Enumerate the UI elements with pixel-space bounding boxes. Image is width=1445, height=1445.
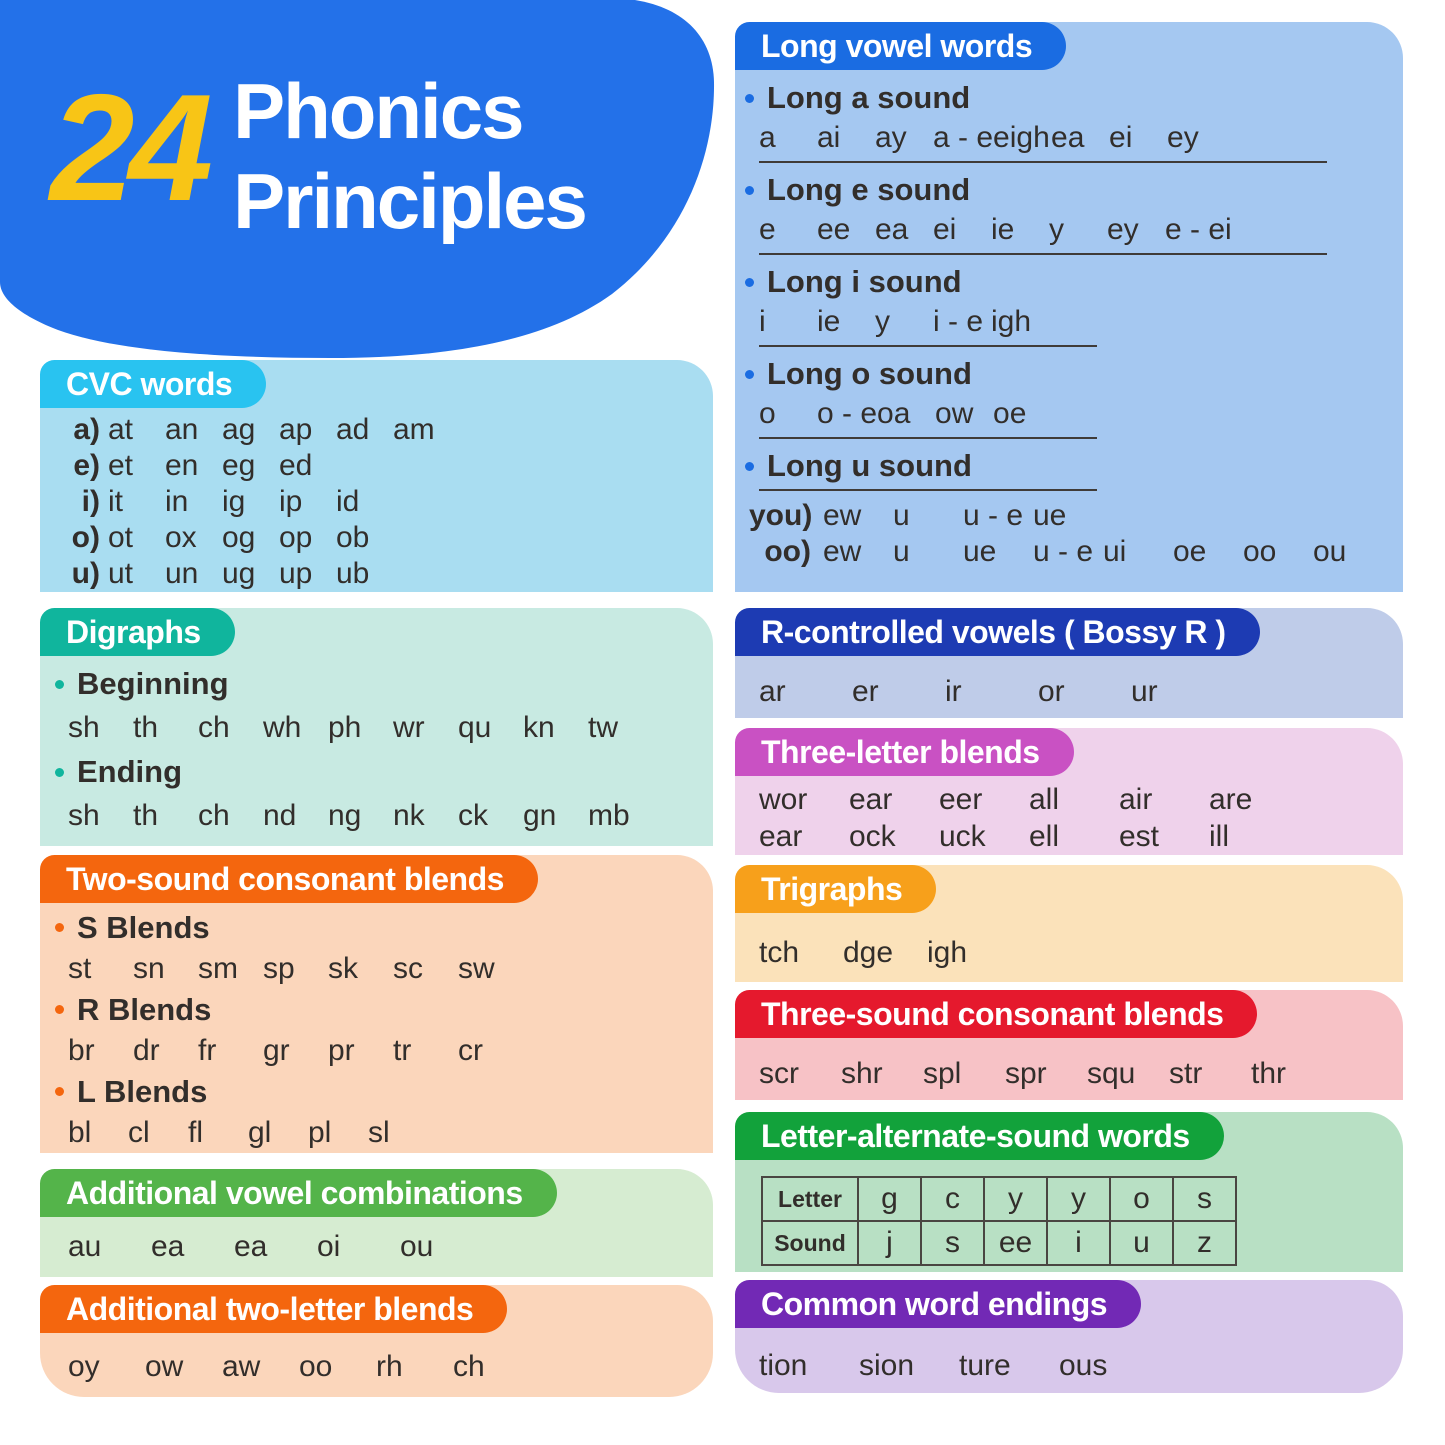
bullet-dot-icon: [55, 1087, 64, 1096]
word-item: ea: [151, 1230, 185, 1263]
word-item: ea: [234, 1230, 268, 1263]
section-title: CVC words: [66, 365, 233, 402]
section-title-badge: [735, 608, 1260, 656]
word-item: str: [1169, 1057, 1203, 1090]
word-row: [40, 1030, 713, 1071]
word-row: [40, 1112, 713, 1153]
word-item: oe: [1173, 535, 1207, 568]
word-item: air: [1119, 783, 1153, 816]
word-item: a: [759, 121, 776, 154]
word-item: scr: [759, 1057, 799, 1090]
word-item: fl: [188, 1116, 203, 1149]
word-item: oa: [877, 397, 911, 430]
word-row: [735, 672, 1403, 712]
word-item: ie: [817, 305, 841, 338]
word-item: pl: [308, 1116, 332, 1149]
word-item: u - e: [1033, 535, 1094, 568]
group-heading: S Blends: [40, 907, 713, 948]
word-row: [735, 498, 1403, 534]
word-row: [40, 556, 713, 592]
row-lead: oo): [764, 535, 811, 568]
section-body: [735, 70, 1403, 570]
word-item: ch: [198, 799, 230, 832]
word-row: [735, 781, 1403, 818]
word-row: [735, 302, 1403, 342]
row-lead: a): [73, 413, 100, 446]
word-item: ock: [849, 820, 896, 853]
letter-sound-table: [761, 1176, 1237, 1266]
row-lead: u): [71, 557, 100, 590]
section-title-badge: [735, 865, 936, 913]
word-item: eer: [939, 783, 983, 816]
group-heading: Ending: [40, 750, 713, 794]
word-item: dr: [133, 1034, 160, 1067]
word-item: ox: [165, 521, 197, 554]
word-item: ow: [145, 1350, 184, 1383]
section-body: [735, 1038, 1403, 1094]
word-row: [40, 484, 713, 520]
word-item: ur: [1131, 675, 1158, 708]
word-item: ew: [823, 499, 862, 532]
word-item: in: [165, 485, 189, 518]
right-column: [735, 22, 1403, 1393]
word-item: ph: [328, 711, 362, 744]
word-item: u: [893, 535, 910, 568]
word-item: ch: [453, 1350, 485, 1383]
word-item: ture: [959, 1349, 1011, 1382]
word-item: a - e: [933, 121, 994, 154]
section-title: Additional two-letter blends: [66, 1290, 474, 1327]
word-item: ag: [222, 413, 256, 446]
word-row: [735, 933, 1403, 973]
bullet-dot-icon: [55, 923, 64, 932]
word-item: og: [222, 521, 256, 554]
word-item: ay: [875, 121, 907, 154]
word-item: th: [133, 799, 159, 832]
bullet-dot-icon: [745, 278, 754, 287]
word-item: kn: [523, 711, 555, 744]
word-item: gn: [523, 799, 557, 832]
word-item: ie: [991, 213, 1015, 246]
section-body: [735, 1328, 1403, 1386]
group-heading: Long u sound: [735, 446, 1403, 486]
word-item: eigh: [993, 121, 1050, 154]
section-title-badge: [735, 1280, 1141, 1328]
word-item: en: [165, 449, 199, 482]
word-item: ob: [336, 521, 370, 554]
word-item: ig: [222, 485, 246, 518]
word-item: ar: [759, 675, 786, 708]
underline-divider: [759, 253, 1327, 255]
word-item: sn: [133, 952, 165, 985]
word-item: sl: [368, 1116, 390, 1149]
word-item: ey: [1167, 121, 1199, 154]
table-row: [763, 1220, 1235, 1264]
word-item: c: [920, 1178, 983, 1220]
word-item: ou: [400, 1230, 434, 1263]
section-title: Three-sound consonant blends: [761, 995, 1224, 1032]
word-item: s: [920, 1222, 983, 1264]
bullet-dot-icon: [745, 186, 754, 195]
word-item: bl: [68, 1116, 92, 1149]
word-item: ey: [1107, 213, 1139, 246]
section-title-badge: [735, 990, 1257, 1038]
row-lead: e): [73, 449, 100, 482]
word-item: wr: [393, 711, 425, 744]
table-cells: [857, 1178, 1235, 1220]
word-item: cl: [128, 1116, 150, 1149]
word-item: sw: [458, 952, 495, 985]
bullet-dot-icon: [745, 370, 754, 379]
word-item: u - e: [963, 499, 1024, 532]
word-item: g: [857, 1178, 920, 1220]
section-digraphs: [40, 608, 713, 846]
word-item: u: [893, 499, 910, 532]
word-item: ow: [935, 397, 974, 430]
word-item: oi: [317, 1230, 341, 1263]
word-item: ck: [458, 799, 488, 832]
word-item: ui: [1103, 535, 1127, 568]
word-item: i: [759, 305, 766, 338]
word-item: z: [1172, 1222, 1235, 1264]
section-title: Common word endings: [761, 1285, 1108, 1322]
word-item: squ: [1087, 1057, 1136, 1090]
section-title-badge: [735, 22, 1066, 70]
section-three-letter-blends: [735, 728, 1403, 855]
group-heading: Long a sound: [735, 78, 1403, 118]
group-heading: Beginning: [40, 662, 713, 706]
section-three-sound-consonant-blends: [735, 990, 1403, 1100]
title-number: 24: [50, 63, 208, 233]
word-item: e - e: [1165, 213, 1226, 246]
section-title-badge: [735, 1112, 1224, 1160]
word-item: nd: [263, 799, 297, 832]
group-heading: Long e sound: [735, 170, 1403, 210]
word-row: [40, 794, 713, 838]
word-item: y: [875, 305, 890, 338]
word-item: er: [852, 675, 879, 708]
section-trigraphs: [735, 865, 1403, 982]
word-item: tion: [759, 1349, 808, 1382]
section-body: [40, 1333, 713, 1389]
section-body: [40, 1217, 713, 1269]
word-item: ue: [1033, 499, 1067, 532]
word-item: oo: [1243, 535, 1277, 568]
word-item: sk: [328, 952, 358, 985]
word-item: gr: [263, 1034, 290, 1067]
word-row: [40, 706, 713, 750]
section-body: [735, 913, 1403, 973]
row-lead: you): [749, 499, 813, 532]
word-item: i: [1046, 1222, 1109, 1264]
word-item: nk: [393, 799, 425, 832]
word-item: ed: [279, 449, 313, 482]
section-title: Trigraphs: [761, 870, 903, 907]
word-item: dge: [843, 936, 894, 969]
word-item: ew: [823, 535, 862, 568]
page-title: [233, 56, 586, 246]
section-body: [735, 656, 1403, 712]
section-title-badge: [40, 360, 266, 408]
word-item: cr: [458, 1034, 483, 1067]
bullet-dot-icon: [745, 94, 754, 103]
word-item: ous: [1059, 1349, 1108, 1382]
section-title: Digraphs: [66, 613, 201, 650]
word-item: sc: [393, 952, 423, 985]
word-item: uck: [939, 820, 986, 853]
word-item: ou: [1313, 535, 1347, 568]
word-row: [735, 210, 1403, 250]
table-row: [763, 1178, 1235, 1220]
word-item: o: [1109, 1178, 1172, 1220]
word-item: ng: [328, 799, 362, 832]
word-item: are: [1209, 783, 1253, 816]
word-item: ug: [222, 557, 256, 590]
title-line-2: Principles: [233, 157, 586, 245]
section-title: Three-letter blends: [761, 733, 1040, 770]
table-cells: [857, 1222, 1235, 1264]
word-item: wh: [263, 711, 302, 744]
word-item: or: [1038, 675, 1065, 708]
section-title-badge: [735, 728, 1074, 776]
word-item: i - e: [933, 305, 984, 338]
word-item: qu: [458, 711, 492, 744]
word-item: un: [165, 557, 199, 590]
word-item: ea: [875, 213, 909, 246]
poster-title: [50, 56, 586, 246]
word-item: ear: [849, 783, 893, 816]
section-long-vowel-words: [735, 22, 1403, 592]
word-item: sm: [198, 952, 238, 985]
bullet-dot-icon: [55, 1005, 64, 1014]
word-item: o - e: [817, 397, 878, 430]
word-item: tw: [588, 711, 618, 744]
word-row: [735, 818, 1403, 855]
word-item: thr: [1251, 1057, 1287, 1090]
word-item: sion: [859, 1349, 915, 1382]
word-item: i: [1225, 213, 1232, 246]
table-row-header: Letter: [778, 1185, 842, 1212]
word-item: ee: [817, 213, 851, 246]
section-r-controlled-vowels: [735, 608, 1403, 718]
word-item: wor: [759, 783, 808, 816]
section-title: Additional vowel combinations: [66, 1174, 523, 1211]
word-item: ell: [1029, 820, 1060, 853]
section-additional-two-letter-blends: [40, 1285, 713, 1397]
row-lead: i): [81, 485, 100, 518]
word-item: ch: [198, 711, 230, 744]
word-item: tr: [393, 1034, 412, 1067]
word-item: spr: [1005, 1057, 1047, 1090]
word-item: ee: [983, 1222, 1046, 1264]
table-row-header: Sound: [774, 1229, 846, 1256]
word-item: ei: [933, 213, 957, 246]
word-item: ill: [1209, 820, 1229, 853]
word-item: up: [279, 557, 313, 590]
word-item: ea: [1051, 121, 1085, 154]
word-item: ir: [945, 675, 962, 708]
word-item: ap: [279, 413, 313, 446]
word-row: [40, 520, 713, 556]
word-item: it: [108, 485, 123, 518]
word-item: est: [1119, 820, 1160, 853]
word-item: igh: [991, 305, 1032, 338]
section-title-badge: [40, 1169, 557, 1217]
section-title-badge: [40, 855, 538, 903]
section-title-badge: [40, 608, 235, 656]
section-body: [40, 656, 713, 838]
word-item: all: [1029, 783, 1060, 816]
group-heading: L Blends: [40, 1071, 713, 1112]
word-item: e: [759, 213, 776, 246]
word-item: ei: [1109, 121, 1133, 154]
word-item: tch: [759, 936, 800, 969]
word-item: ear: [759, 820, 803, 853]
section-title-badge: [40, 1285, 507, 1333]
section-body: [735, 776, 1403, 855]
group-heading: Long i sound: [735, 262, 1403, 302]
section-letter-alternate-sound-words: [735, 1112, 1403, 1272]
word-row: [735, 534, 1403, 570]
underline-divider: [759, 489, 1097, 491]
word-item: sh: [68, 799, 100, 832]
section-body: [40, 408, 713, 592]
word-item: sh: [68, 711, 100, 744]
section-title: R-controlled vowels ( Bossy R ): [761, 613, 1226, 650]
word-item: st: [68, 952, 92, 985]
section-common-word-endings: [735, 1280, 1403, 1393]
word-item: gl: [248, 1116, 272, 1149]
word-row: [735, 118, 1403, 158]
word-item: eg: [222, 449, 256, 482]
section-cvc-words: [40, 360, 713, 592]
group-heading: Long o sound: [735, 354, 1403, 394]
word-item: br: [68, 1034, 95, 1067]
section-title: Long vowel words: [761, 27, 1033, 64]
word-item: shr: [841, 1057, 883, 1090]
word-item: th: [133, 711, 159, 744]
word-item: y: [983, 1178, 1046, 1220]
word-row: [40, 448, 713, 484]
word-item: y: [1049, 213, 1064, 246]
word-item: oo: [299, 1350, 333, 1383]
word-item: au: [68, 1230, 102, 1263]
word-item: rh: [376, 1350, 403, 1383]
group-heading: R Blends: [40, 989, 713, 1030]
word-item: u: [1109, 1222, 1172, 1264]
word-row: [40, 948, 713, 989]
bullet-dot-icon: [55, 768, 64, 777]
underline-divider: [759, 161, 1327, 163]
word-item: ue: [963, 535, 997, 568]
word-item: spl: [923, 1057, 962, 1090]
section-title: Two-sound consonant blends: [66, 860, 504, 897]
section-title: Letter-alternate-sound words: [761, 1117, 1190, 1154]
left-column: [40, 360, 713, 1397]
section-body: [40, 903, 713, 1153]
bullet-dot-icon: [55, 680, 64, 689]
word-item: fr: [198, 1034, 217, 1067]
word-item: pr: [328, 1034, 355, 1067]
word-item: igh: [927, 936, 968, 969]
underline-divider: [759, 437, 1097, 439]
word-item: ad: [336, 413, 370, 446]
word-item: ub: [336, 557, 370, 590]
word-row: [735, 1346, 1403, 1386]
word-item: an: [165, 413, 199, 446]
word-item: s: [1172, 1178, 1235, 1220]
word-item: o: [759, 397, 776, 430]
word-item: id: [336, 485, 360, 518]
word-row: [735, 394, 1403, 434]
word-item: ai: [817, 121, 841, 154]
section-two-sound-consonant-blends: [40, 855, 713, 1153]
word-item: am: [393, 413, 435, 446]
word-row: [735, 1054, 1403, 1094]
word-item: op: [279, 521, 313, 554]
word-item: oy: [68, 1350, 100, 1383]
word-item: aw: [222, 1350, 261, 1383]
word-item: j: [857, 1222, 920, 1264]
word-item: et: [108, 449, 134, 482]
word-item: ut: [108, 557, 134, 590]
word-row: [40, 412, 713, 448]
word-item: oe: [993, 397, 1027, 430]
title-line-1: Phonics: [233, 67, 523, 155]
word-item: sp: [263, 952, 295, 985]
underline-divider: [759, 345, 1097, 347]
word-item: y: [1046, 1178, 1109, 1220]
word-item: ip: [279, 485, 303, 518]
word-item: mb: [588, 799, 630, 832]
row-lead: o): [71, 521, 100, 554]
word-row: [40, 1345, 713, 1389]
word-row: [40, 1225, 713, 1269]
word-item: ot: [108, 521, 134, 554]
word-item: at: [108, 413, 134, 446]
section-additional-vowel-combinations: [40, 1169, 713, 1277]
bullet-dot-icon: [745, 462, 754, 471]
